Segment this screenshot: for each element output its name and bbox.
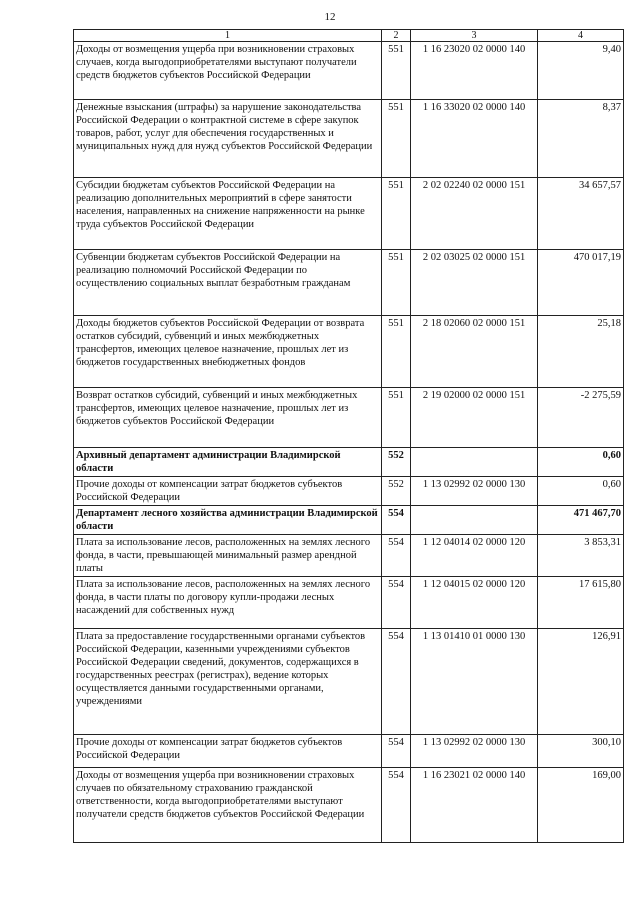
table-row bbox=[74, 735, 624, 768]
row-amount-cell: 8,37 bbox=[538, 100, 624, 178]
row-admin-code-cell: 551 bbox=[382, 316, 411, 388]
table-row bbox=[74, 629, 624, 735]
row-admin-code-cell: 552 bbox=[382, 448, 411, 477]
column-header-1: 1 bbox=[74, 30, 382, 42]
row-name-cell: Субсидии бюджетам субъектов Российской Федерации на реализацию дополнительных мероприятий в сфере занятости населения, направленных на снижение напряженности на рынке труда субъектов Российской Федерации bbox=[74, 178, 382, 250]
row-name-cell: Доходы от возмещения ущерба при возникновении страховых случаев, когда выгодоприобретателями выступают получатели средств бюджетов субъектов Российской Федерации bbox=[74, 42, 382, 100]
row-name-cell: Плата за использование лесов, расположенных на землях лесного фонда, в части, превышающей минимальный размер арендной платы bbox=[74, 535, 382, 577]
row-name-cell: Доходы бюджетов субъектов Российской Федерации от возврата остатков субсидий, субвенций и иных межбюджетных трансфертов, имеющих целевое назначение, прошлых лет из бюджетов государственных внебюджетных фондов bbox=[74, 316, 382, 388]
table-body bbox=[74, 30, 624, 843]
row-admin-code-cell: 551 bbox=[382, 100, 411, 178]
row-amount-cell: 471 467,70 bbox=[538, 506, 624, 535]
table-row bbox=[74, 506, 624, 535]
table-row bbox=[74, 178, 624, 250]
row-kbk-cell: 2 19 02000 02 0000 151 bbox=[411, 388, 538, 448]
row-amount-cell: 0,60 bbox=[538, 448, 624, 477]
row-amount-cell: -2 275,59 bbox=[538, 388, 624, 448]
page-number: 12 bbox=[324, 11, 336, 23]
row-amount-cell: 34 657,57 bbox=[538, 178, 624, 250]
row-kbk-cell: 1 13 02992 02 0000 130 bbox=[411, 477, 538, 506]
column-header-3: 3 bbox=[411, 30, 538, 42]
row-kbk-cell: 1 12 04015 02 0000 120 bbox=[411, 577, 538, 629]
column-header-4: 4 bbox=[538, 30, 624, 42]
row-name-cell: Прочие доходы от компенсации затрат бюджетов субъектов Российской Федерации bbox=[74, 477, 382, 506]
row-admin-code-cell: 554 bbox=[382, 629, 411, 735]
table-row bbox=[74, 100, 624, 178]
budget-revenue-table bbox=[73, 29, 624, 843]
row-kbk-cell: 1 13 02992 02 0000 130 bbox=[411, 735, 538, 768]
table-row bbox=[74, 42, 624, 100]
row-admin-code-cell: 551 bbox=[382, 178, 411, 250]
column-header-2: 2 bbox=[382, 30, 411, 42]
row-amount-cell: 300,10 bbox=[538, 735, 624, 768]
row-amount-cell: 0,60 bbox=[538, 477, 624, 506]
table-row bbox=[74, 448, 624, 477]
row-admin-code-cell: 554 bbox=[382, 506, 411, 535]
table-row bbox=[74, 577, 624, 629]
row-kbk-cell: 1 12 04014 02 0000 120 bbox=[411, 535, 538, 577]
row-amount-cell: 17 615,80 bbox=[538, 577, 624, 629]
row-amount-cell: 9,40 bbox=[538, 42, 624, 100]
table-row bbox=[74, 316, 624, 388]
row-admin-code-cell: 554 bbox=[382, 535, 411, 577]
row-kbk-cell: 2 18 02060 02 0000 151 bbox=[411, 316, 538, 388]
row-name-cell: Прочие доходы от компенсации затрат бюджетов субъектов Российской Федерации bbox=[74, 735, 382, 768]
table-row bbox=[74, 768, 624, 843]
row-amount-cell: 126,91 bbox=[538, 629, 624, 735]
row-admin-code-cell: 552 bbox=[382, 477, 411, 506]
row-admin-code-cell: 551 bbox=[382, 250, 411, 316]
row-kbk-cell: 1 16 33020 02 0000 140 bbox=[411, 100, 538, 178]
row-kbk-cell bbox=[411, 506, 538, 535]
row-name-cell: Субвенции бюджетам субъектов Российской Федерации на реализацию полномочий Российской Федерации по осуществлению социальных выплат безработным гражданам bbox=[74, 250, 382, 316]
row-amount-cell: 169,00 bbox=[538, 768, 624, 843]
row-name-cell: Плата за использование лесов, расположенных на землях лесного фонда, в части платы по договору купли-продажи лесных насаждений для собственных нужд bbox=[74, 577, 382, 629]
row-name-cell: Архивный департамент администрации Владимирской области bbox=[74, 448, 382, 477]
row-admin-code-cell: 554 bbox=[382, 735, 411, 768]
row-kbk-cell: 1 16 23020 02 0000 140 bbox=[411, 42, 538, 100]
row-kbk-cell bbox=[411, 448, 538, 477]
table-row bbox=[74, 250, 624, 316]
row-name-cell: Департамент лесного хозяйства администрации Владимирской области bbox=[74, 506, 382, 535]
column-header-row bbox=[74, 30, 624, 42]
table-row bbox=[74, 535, 624, 577]
row-name-cell: Возврат остатков субсидий, субвенций и иных межбюджетных трансфертов, имеющих целевое назначение, прошлых лет из бюджетов субъектов Российской Федерации bbox=[74, 388, 382, 448]
row-admin-code-cell: 554 bbox=[382, 768, 411, 843]
row-kbk-cell: 2 02 02240 02 0000 151 bbox=[411, 178, 538, 250]
row-amount-cell: 25,18 bbox=[538, 316, 624, 388]
row-kbk-cell: 2 02 03025 02 0000 151 bbox=[411, 250, 538, 316]
row-name-cell: Доходы от возмещения ущерба при возникновении страховых случаев по обязательному страхованию гражданской ответственности, когда выгодоприобретателями выступают получатели средств бюджетов субъектов Российской Федерации bbox=[74, 768, 382, 843]
row-admin-code-cell: 551 bbox=[382, 42, 411, 100]
table-row bbox=[74, 388, 624, 448]
row-amount-cell: 3 853,31 bbox=[538, 535, 624, 577]
row-name-cell: Денежные взыскания (штрафы) за нарушение законодательства Российской Федерации о контрактной системе в сфере закупок товаров, работ, услуг для обеспечения государственных и муниципальных нужд для нужд субъектов Российской Федерации bbox=[74, 100, 382, 178]
row-name-cell: Плата за предоставление государственными органами субъектов Российской Федерации, казенными учреждениями субъектов Российской Федерации сведений, документов, содержащихся в государственных реестрах (регистрах), ведение которых осуществляется данными государственными органами, учреждениями bbox=[74, 629, 382, 735]
row-kbk-cell: 1 16 23021 02 0000 140 bbox=[411, 768, 538, 843]
row-amount-cell: 470 017,19 bbox=[538, 250, 624, 316]
row-admin-code-cell: 551 bbox=[382, 388, 411, 448]
row-admin-code-cell: 554 bbox=[382, 577, 411, 629]
table-row bbox=[74, 477, 624, 506]
row-kbk-cell: 1 13 01410 01 0000 130 bbox=[411, 629, 538, 735]
